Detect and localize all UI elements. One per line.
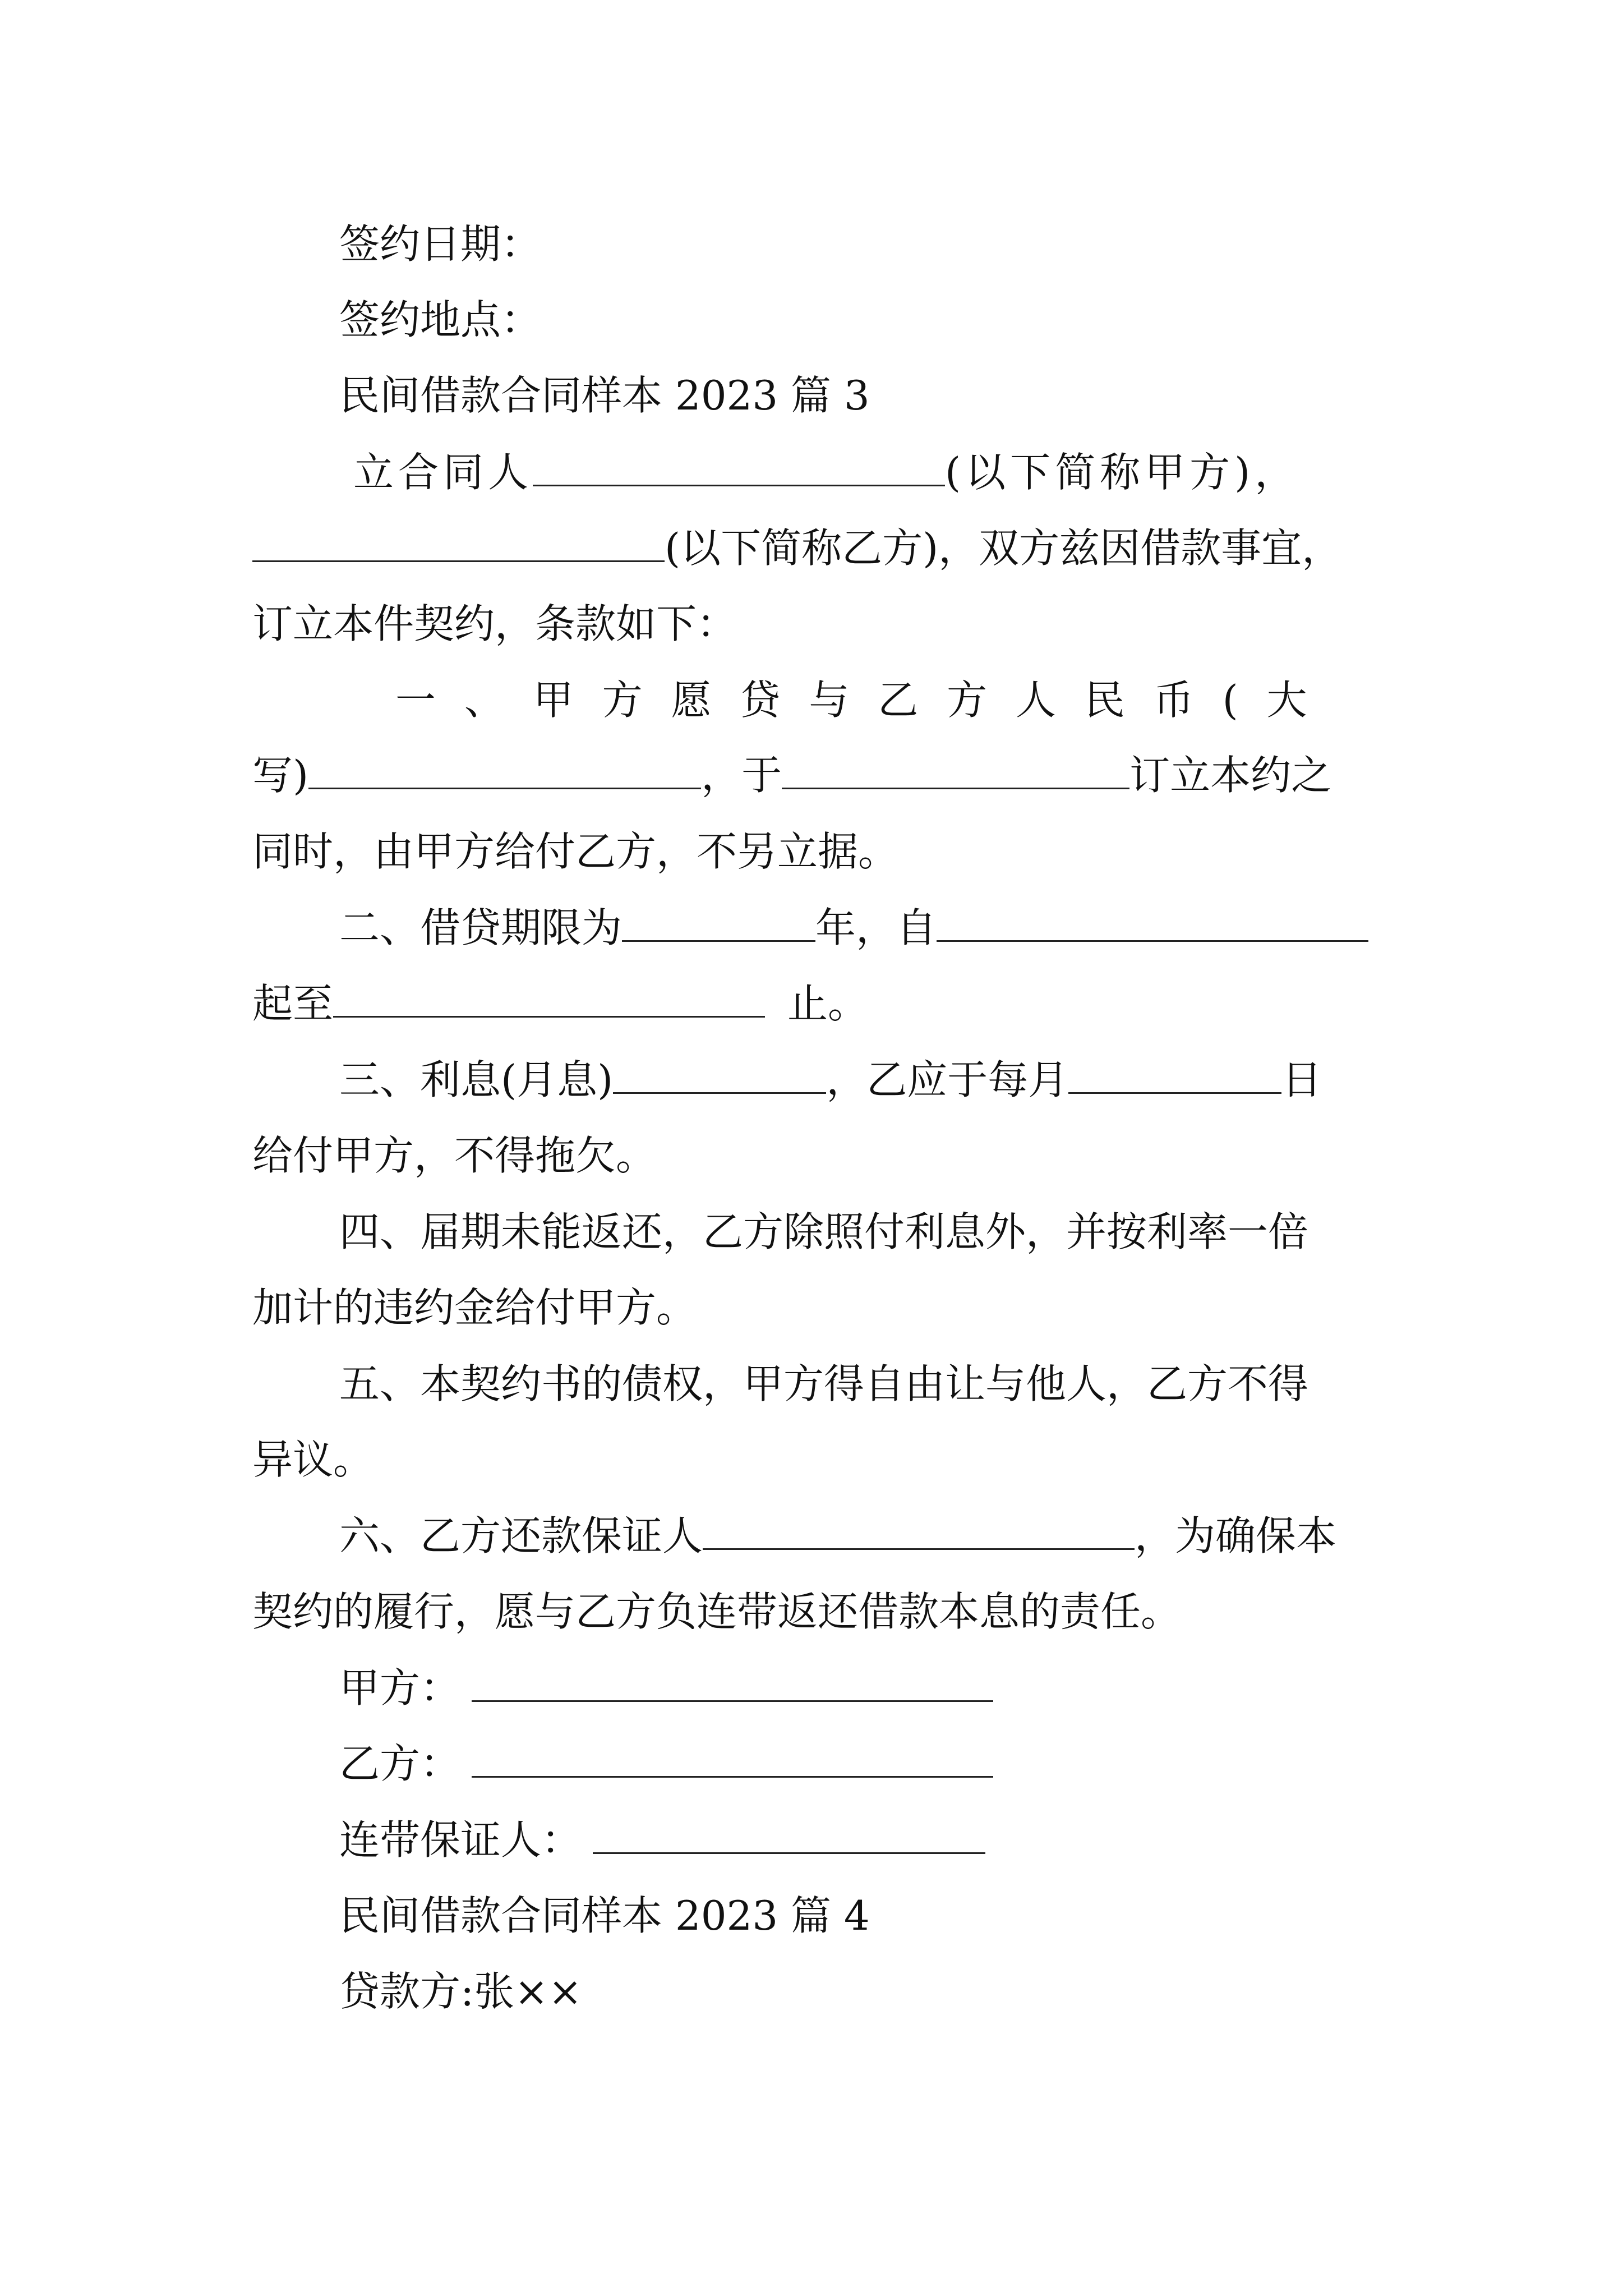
clause-1-line-2: 写) ，于 订立本约之: [252, 742, 1331, 809]
clause-4-line-2: 加计的违约金给付甲方。: [252, 1284, 697, 1331]
signature-party-b: 乙方：: [339, 1730, 993, 1797]
section-heading-3: 民间借款合同样本 2023 篇 3: [339, 372, 870, 419]
pay-day-blank: [1068, 1054, 1281, 1094]
start-date-blank: [937, 902, 1368, 942]
clause-2-line-2: 起至 止。: [252, 970, 868, 1037]
sign-date-label: 签约日期：: [339, 220, 542, 268]
clause-5-line-2: 异议。: [252, 1436, 374, 1483]
party-b-blank: [252, 522, 665, 562]
intro-line-2: [252, 514, 1342, 582]
intro-text: 立合同人: [353, 449, 533, 496]
clause-4-line-1: 四、届期未能返还，乙方除照付利息外，并按利率一倍: [339, 1208, 1309, 1255]
guarantor-blank: [703, 1510, 1135, 1550]
clause-1-line-3: 同时，由甲方给付乙方，不另立据。: [252, 828, 899, 875]
clause-6-line-1: 六、乙方还款保证人 ，为确保本: [339, 1502, 1336, 1570]
clause-3-line-2: 给付甲方，不得拖欠。: [252, 1132, 657, 1179]
section-heading-4: 民间借款合同样本 2023 篇 4: [339, 1892, 870, 1939]
sign-place-line: [339, 286, 541, 353]
date-blank: [782, 749, 1129, 789]
end-date-blank: [333, 978, 765, 1018]
clause-2-line-1: 二、借贷期限为 年，自: [339, 894, 1368, 961]
party-a-blank: [533, 447, 945, 486]
party-b-signature-blank: [472, 1738, 993, 1778]
amount-blank: [308, 749, 701, 789]
clause-5-line-1: 五、本契约书的债权，甲方得自由让与他人，乙方不得: [339, 1360, 1309, 1407]
intro-text: (以下简称甲方)，: [945, 449, 1300, 496]
guarantor-signature-blank: [593, 1814, 985, 1854]
intro-line-1: [353, 439, 1299, 506]
lender-line: 贷款方:张××: [339, 1968, 582, 2015]
intro-line-3: 订立本件契约，条款如下：: [252, 600, 737, 647]
intro-text: (以下简称乙方)，双方兹因借款事宜，: [665, 524, 1343, 572]
clause-1-line-1: 一 、 甲 方 愿 贷 与 乙 方 人 民 币 ( 大: [395, 677, 1315, 724]
clause-3-line-1: 三、利息(月息) ，乙应于每月 日: [339, 1046, 1322, 1114]
party-a-signature-blank: [472, 1662, 993, 1702]
signature-guarantor: 连带保证人：: [339, 1806, 985, 1874]
clause-6-line-2: 契约的履行，愿与乙方负连带返还借款本息的责任。: [252, 1588, 1182, 1635]
interest-blank: [613, 1054, 826, 1094]
sign-place-label: 签约地点：: [339, 296, 542, 343]
sign-date-line: [339, 210, 541, 278]
term-years-blank: [622, 902, 815, 942]
signature-party-a: 甲方：: [339, 1654, 993, 1722]
